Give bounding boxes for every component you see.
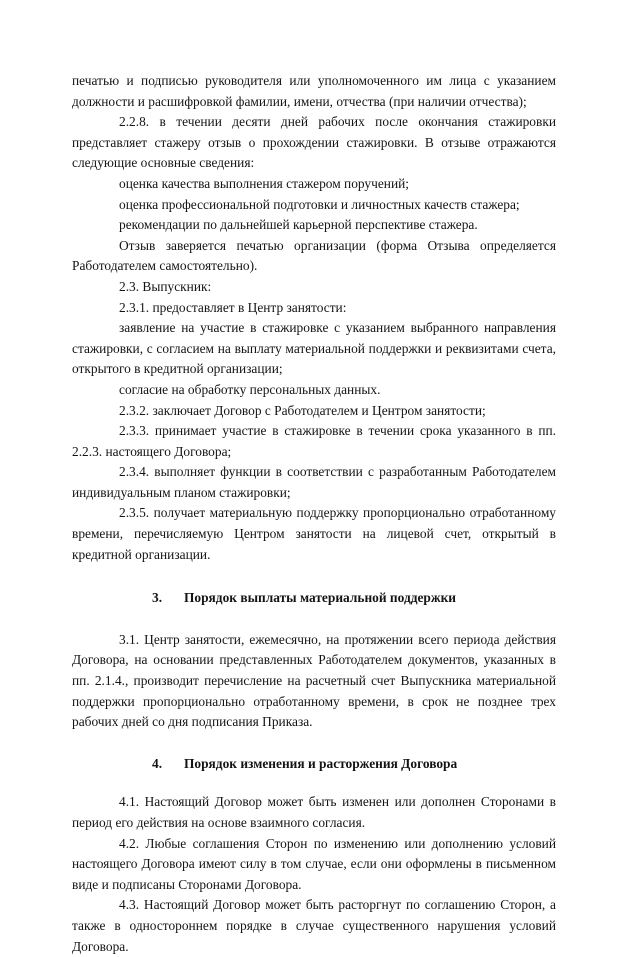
paragraph: 4.1. Настоящий Договор может быть изменен или дополнен Сторонами в период его действия на основе взаимного согласия. — [72, 794, 556, 830]
section-4-heading: 4. Порядок изменения и расторжения Договора — [152, 755, 458, 771]
document-body — [72, 71, 556, 957]
paragraph: 2.3. Выпускник: — [119, 278, 212, 294]
top-paragraphs — [72, 71, 556, 565]
paragraph: заявление на участие в стажировке с указанием выбранного направления стажировки, с согласием на выплату материальной поддержки и реквизитами счета, открытого в кредитной организации; — [72, 320, 556, 377]
paragraph: рекомендации по дальнейшей карьерной перспективе стажера. — [119, 217, 478, 233]
section-3-heading: 3. Порядок выплаты материальной поддержки — [152, 590, 457, 606]
paragraph: согласие на обработку персональных данных. — [119, 381, 381, 397]
paragraph: печатью и подписью руководителя или уполномоченного им лица с указанием должности и расшифровкой фамилии, имени, отчества (при наличии отчества); — [72, 73, 556, 109]
paragraph: 3.1. Центр занятости, ежемесячно, на протяжении всего периода действия Договора, на основании представленных Работодателем документов, указанных в пп. 2.1.4., производит перечисление на расчетный счет Выпускника материальной поддержки пропорционально отработанному времени, в срок не позднее трех рабочих дней со дня подписания Приказа. — [72, 631, 556, 730]
paragraph: 2.2.8. в течении десяти дней рабочих после окончания стажировки представляет стажеру отзыв о прохождении стажировки. В отзыве отражаются следующие основные сведения: — [72, 114, 556, 171]
paragraph: оценка профессиональной подготовки и личностных качеств стажера; — [119, 196, 520, 212]
section-4-title: Порядок изменения и расторжения Договора — [184, 755, 458, 771]
paragraph: 4.3. Настоящий Договор может быть расторгнут по соглашению Сторон, а также в одностороннем порядке в случае существенного нарушения условий Договора. — [72, 897, 556, 954]
paragraph: 2.3.4. выполняет функции в соответствии с разработанным Работодателем индивидуальным планом стажировки; — [72, 464, 556, 500]
section-4-paragraphs — [72, 792, 556, 957]
paragraph: 2.3.3. принимает участие в стажировке в течении срока указанного в пп. 2.2.3. настоящего Договора; — [72, 423, 556, 459]
paragraph: Отзыв заверяется печатью организации (форма Отзыва определяется Работодателем самостоятельно). — [72, 237, 556, 274]
paragraph: 2.3.5. получает материальную поддержку пропорционально отработанному времени, перечисляемую Центром занятости на лицевой счет, открытый в кредитной организации. — [72, 505, 556, 562]
paragraph: 4.2. Любые соглашения Сторон по изменению или дополнению условий настоящего Договора имеют силу в том случае, если они оформлены в письменном виде и подписаны Сторонами Договора. — [72, 835, 556, 892]
paragraph: 2.3.1. предоставляет в Центр занятости: — [119, 299, 347, 315]
section-3-paragraphs — [72, 630, 556, 733]
paragraph: оценка качества выполнения стажером поручений; — [119, 175, 410, 191]
paragraph: 2.3.2. заключает Договор с Работодателем и Центром занятости; — [119, 402, 486, 418]
section-3-title: Порядок выплаты материальной поддержки — [184, 590, 457, 606]
